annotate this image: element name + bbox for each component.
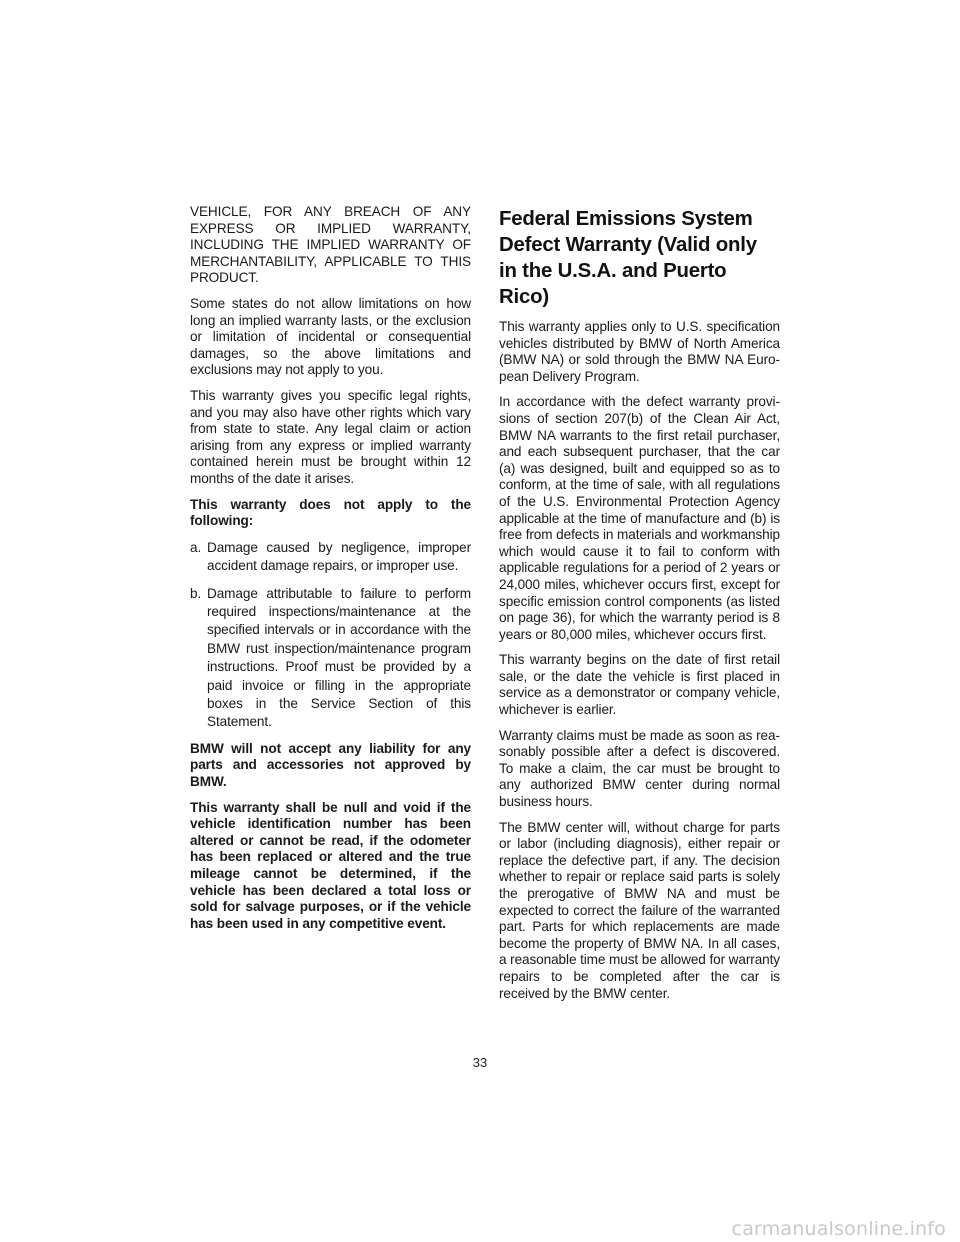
accordance-paragraph: In accordance with the defect warranty provisions of section 207(b) of the Clean Air Act, BMW NA warrants to the first retail purchaser, and each subsequent purchaser, that the car (a) was designed, built and equipped so as to conform, at the time of sale, with all regulations of the U.S. Environmental Protection Agency applicable at the time of manufacture and (b) is free from defects in materials and workmanship which would cause it to fail to conform with applicable regulations for a period of 2 years or 24,000 miles, whichever occurs first, except for specific emission control components (as listed on page 36), for which the warranty period is 8 years or 80,000 miles, whichever occurs first. xyxy=(499,394,780,642)
right-column xyxy=(499,204,780,1011)
applies-paragraph: This warranty applies only to U.S. specification vehicles distributed by BMW of North America (BMW NA) or sold through the BMW NA European Delivery Program. xyxy=(499,319,780,384)
section-heading: Federal Emissions System Defect Warranty (Valid only in the U.S.A. and Puerto Rico) xyxy=(499,208,757,308)
list-marker: b. xyxy=(190,585,202,601)
page-number: 33 xyxy=(472,1055,488,1070)
liability-paragraph: BMW will not accept any liability for any parts and accessories not approved by BMW. xyxy=(190,740,471,789)
list-item xyxy=(190,539,471,576)
watermark-text: carmanualsonline.info xyxy=(731,1218,946,1240)
state-limitations-paragraph: Some states do not allow limitations on how long an implied warranty lasts, or the exclusion or limitation of incidental or consequential damages, so the above limitations and exclusions may not apply to you. xyxy=(190,295,471,378)
null-void-paragraph: This warranty shall be null and void if the vehicle identification number has been altered or cannot be read, if the odometer has been replaced or altered and the true mileage cannot be determined, if the vehicle has been declared a total loss or sold for salvage purposes, or if the vehicle has been used in any competitive event. xyxy=(190,799,471,931)
claims-paragraph: Warranty claims must be made as soon as reasonably possible after a defect is discovered. To make a claim, the car must be brought to any authorized BMW center during normal business hours. xyxy=(499,727,780,810)
implied-warranty-disclaimer: VEHICLE, FOR ANY BREACH OF ANY EXPRESS OR IMPLIED WARRANTY, INCLUDING THE IMPLIED WARRANTY OF MERCHANTABILITY, APPLICABLE TO THIS PRODUCT. xyxy=(190,204,471,286)
bmw-center-paragraph: The BMW center will, without charge for parts or labor (including diagnosis), either repair or replace the defective part, if any. The decision whether to repair or replace said parts is solely the prerogative of BMW NA and must be expected to correct the failure of the warranted part. Parts for which replacements are made become the property of BMW NA. In all cases, a reasonable time must be allowed for warranty repairs to be completed after the car is received by the BMW center. xyxy=(499,819,781,1001)
list-marker: a. xyxy=(190,539,202,555)
exclusions-heading: This warranty does not apply to the following: xyxy=(190,496,471,529)
left-column xyxy=(190,204,471,941)
begins-paragraph: This warranty begins on the date of first retail sale, or the date the vehicle is first placed in service as a demonstrator or company vehicle, whichever is earlier. xyxy=(499,652,780,718)
list-item-text: Damage caused by negligence, improper accident damage repairs, or improper use. xyxy=(207,539,471,574)
list-item xyxy=(190,585,471,732)
legal-rights-paragraph: This warranty gives you specific legal rights, and you may also have other rights which vary from state to state. Any legal claim or action arising from any express or implied warranty contained herein must be brought within 12 months of the date it arises. xyxy=(190,387,471,486)
list-item-text: Damage attributable to failure to perform required inspections/maintenance at the specified intervals or in accordance with the BMW rust inspection/maintenance program instructions. Proof must be provided by a paid invoice or filling in the appropriate boxes in the Service Section of this Statement. xyxy=(207,585,471,730)
